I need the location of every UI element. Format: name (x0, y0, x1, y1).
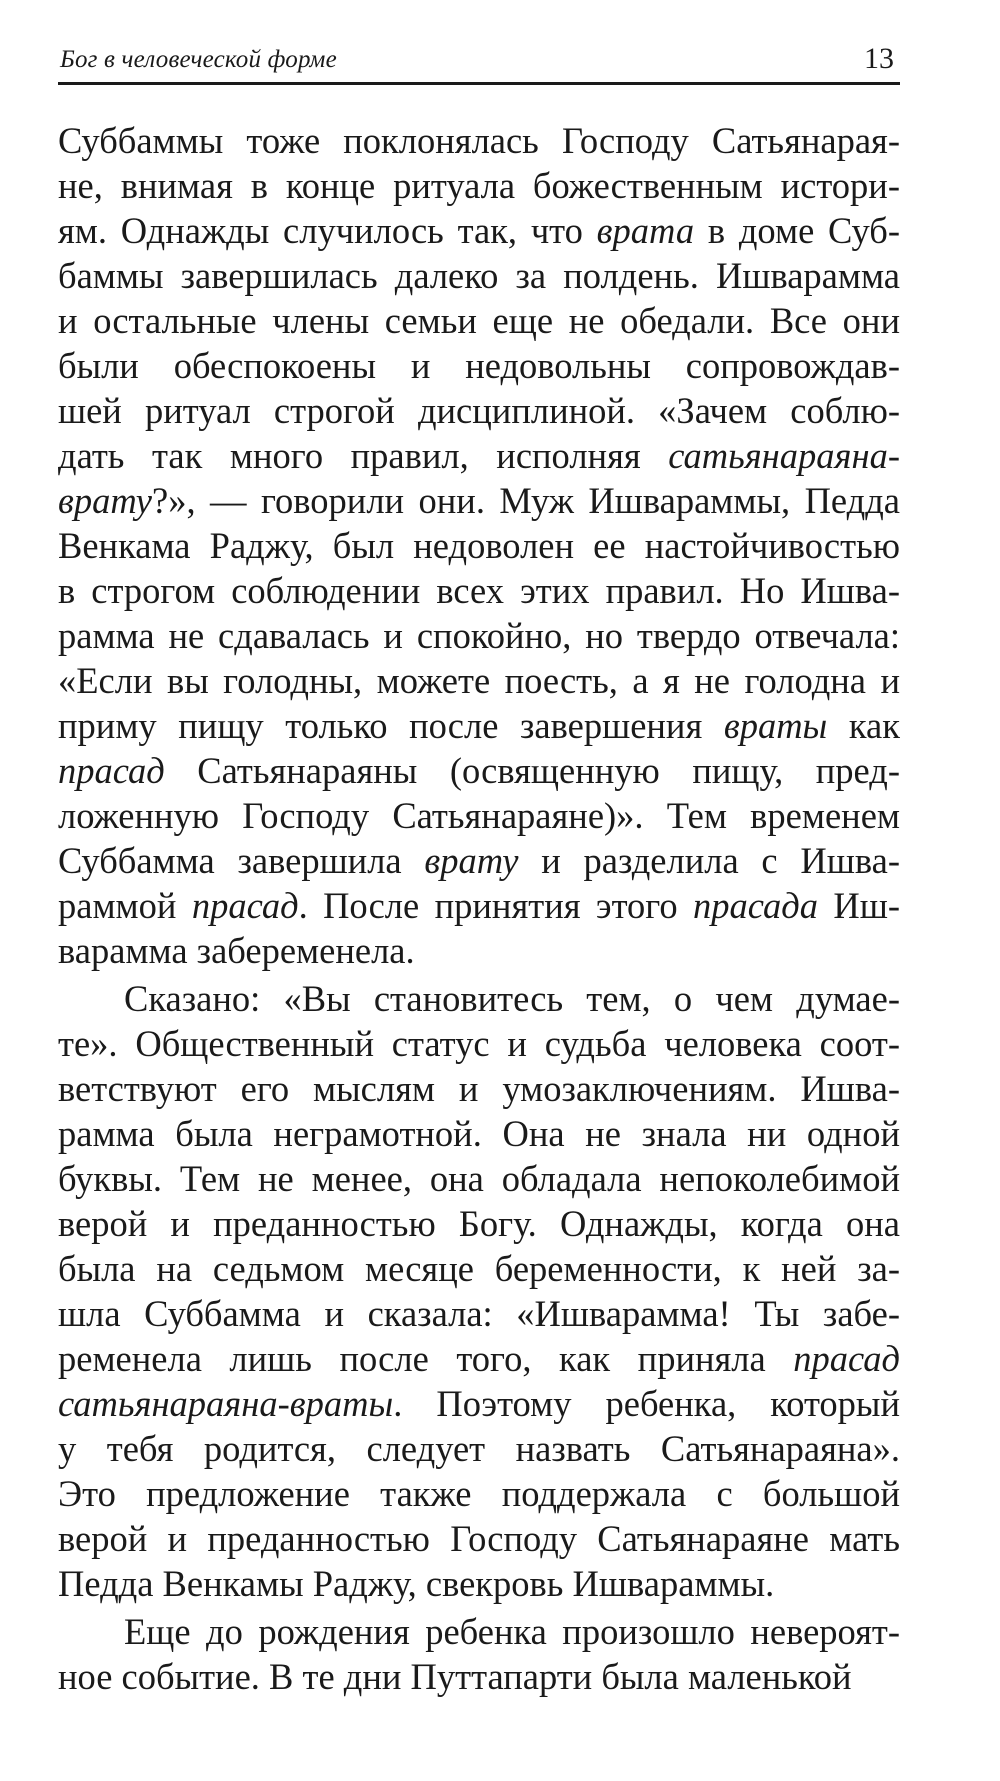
text-run: варамма забеременела. (58, 930, 415, 971)
text-run: Сатьянараяны (освященную пищу, пред- (164, 750, 900, 791)
text-run: как (827, 705, 900, 746)
text-run: . После принятия этого (298, 885, 693, 926)
text-run: баммы завершилась далеко за полдень. Ишварамма (58, 255, 900, 296)
text-run: Педда Венкамы Раджу, свекровь Ишвараммы. (58, 1563, 775, 1604)
book-page (58, 0, 900, 1781)
text-line (58, 118, 900, 163)
text-run: . Поэтому ребенка, который (393, 1383, 900, 1424)
text-line (58, 658, 900, 703)
text-run: Сказано: «Вы становитесь тем, о чем думае- (124, 978, 900, 1019)
text-run: Иш- (817, 885, 900, 926)
running-title: Бог в человеческой форме (60, 46, 337, 73)
text-run: у тебя родится, следует назвать Сатьянараяна». (58, 1428, 900, 1469)
text-line (58, 838, 900, 883)
text-line (58, 1021, 900, 1066)
italic-term: сатьянараяна-враты (58, 1383, 394, 1424)
text-run: в строгом соблюдении всех этих правил. Но Ишва- (58, 570, 900, 611)
text-run: верой и преданностью Господу Сатьянараяне мать (58, 1518, 900, 1559)
text-run: шей ритуал строгой дисциплиной. «Зачем соблю- (58, 390, 900, 431)
text-line (58, 976, 900, 1021)
text-line (58, 928, 900, 973)
text-run: и остальные члены семьи еще не обедали. Все они (58, 300, 900, 341)
text-run: шла Суббамма и сказала: «Ишварамма! Ты забе- (58, 1293, 900, 1334)
page-number: 13 (864, 42, 894, 75)
paragraph (58, 976, 900, 1606)
text-line (58, 1156, 900, 1201)
text-run: и разделила с Ишва- (518, 840, 900, 881)
text-line (58, 1426, 900, 1471)
paragraph (58, 118, 900, 973)
italic-term: врата (596, 210, 695, 251)
text-line (58, 1381, 900, 1426)
text-line (58, 253, 900, 298)
text-run: ное событие. В те дни Путтапарти была маленькой (58, 1656, 852, 1697)
text-line (58, 208, 900, 253)
text-line (58, 1201, 900, 1246)
text-line (58, 1066, 900, 1111)
text-line (58, 1336, 900, 1381)
italic-term: прасад (58, 750, 165, 791)
text-run: «Если вы голодны, можете поесть, а я не голодна и (58, 660, 900, 701)
text-run: рамма не сдавалась и спокойно, но твердо отвечала: (58, 615, 900, 656)
text-line (58, 298, 900, 343)
text-line (58, 523, 900, 568)
text-line (58, 478, 900, 523)
text-line (58, 343, 900, 388)
italic-term: врату (424, 840, 519, 881)
text-line (58, 793, 900, 838)
italic-term: прасад (191, 885, 299, 926)
text-run: в доме Суб- (694, 210, 900, 251)
text-run: Это предложение также поддержала с большой (58, 1473, 900, 1514)
italic-term: враты (723, 705, 828, 746)
text-run: те». Общественный статус и судьба человека соот- (58, 1023, 900, 1064)
text-run: ?», — говорили они. Муж Ишвараммы, Педда (152, 480, 900, 521)
text-line (58, 163, 900, 208)
text-run: ветствуют его мыслям и умозаключениям. Ишва- (58, 1068, 900, 1109)
text-line (58, 1291, 900, 1336)
text-line (58, 1471, 900, 1516)
text-line (58, 703, 900, 748)
text-line (58, 1609, 900, 1654)
text-line (58, 748, 900, 793)
text-run: ременела лишь после того, как приняла (58, 1338, 794, 1379)
text-line (58, 883, 900, 928)
text-line (58, 433, 900, 478)
text-run: ложенную Господу Сатьянараяне)». Тем временем (58, 795, 900, 836)
text-line (58, 568, 900, 613)
text-line (58, 1561, 900, 1606)
text-run: верой и преданностью Богу. Однажды, когда она (58, 1203, 900, 1244)
text-run: Суббамма завершила (58, 840, 425, 881)
text-run: буквы. Тем не менее, она обладала непоколебимой (58, 1158, 900, 1199)
text-run: Венкама Раджу, был недоволен ее настойчивостью (58, 525, 900, 566)
text-run: приму пищу только после завершения (58, 705, 724, 746)
italic-term: сатьянараяна- (668, 435, 900, 476)
text-line (58, 1516, 900, 1561)
text-line (58, 1111, 900, 1156)
text-line (58, 613, 900, 658)
text-line (58, 388, 900, 433)
paragraph (58, 1609, 900, 1699)
italic-term: врату (58, 480, 152, 521)
text-run: рамма была неграмотной. Она не знала ни одной (58, 1113, 900, 1154)
body-text (58, 118, 900, 1699)
text-run: была на седьмом месяце беременности, к ней за- (58, 1248, 900, 1289)
text-run: раммой (58, 885, 192, 926)
text-run: Суббаммы тоже поклонялась Господу Сатьянарая- (58, 120, 900, 161)
italic-term: прасада (693, 885, 818, 926)
italic-term: прасад (793, 1338, 900, 1379)
text-run: ям. Однажды случилось так, что (58, 210, 597, 251)
text-run: были обеспокоены и недовольны сопровождав- (58, 345, 900, 386)
running-header (58, 38, 900, 85)
text-run: не, внимая в конце ритуала божественным истори- (58, 165, 900, 206)
text-run: Еще до рождения ребенка произошло невероят- (124, 1611, 900, 1652)
text-run: дать так много правил, исполняя (58, 435, 669, 476)
text-line (58, 1654, 900, 1699)
text-line (58, 1246, 900, 1291)
